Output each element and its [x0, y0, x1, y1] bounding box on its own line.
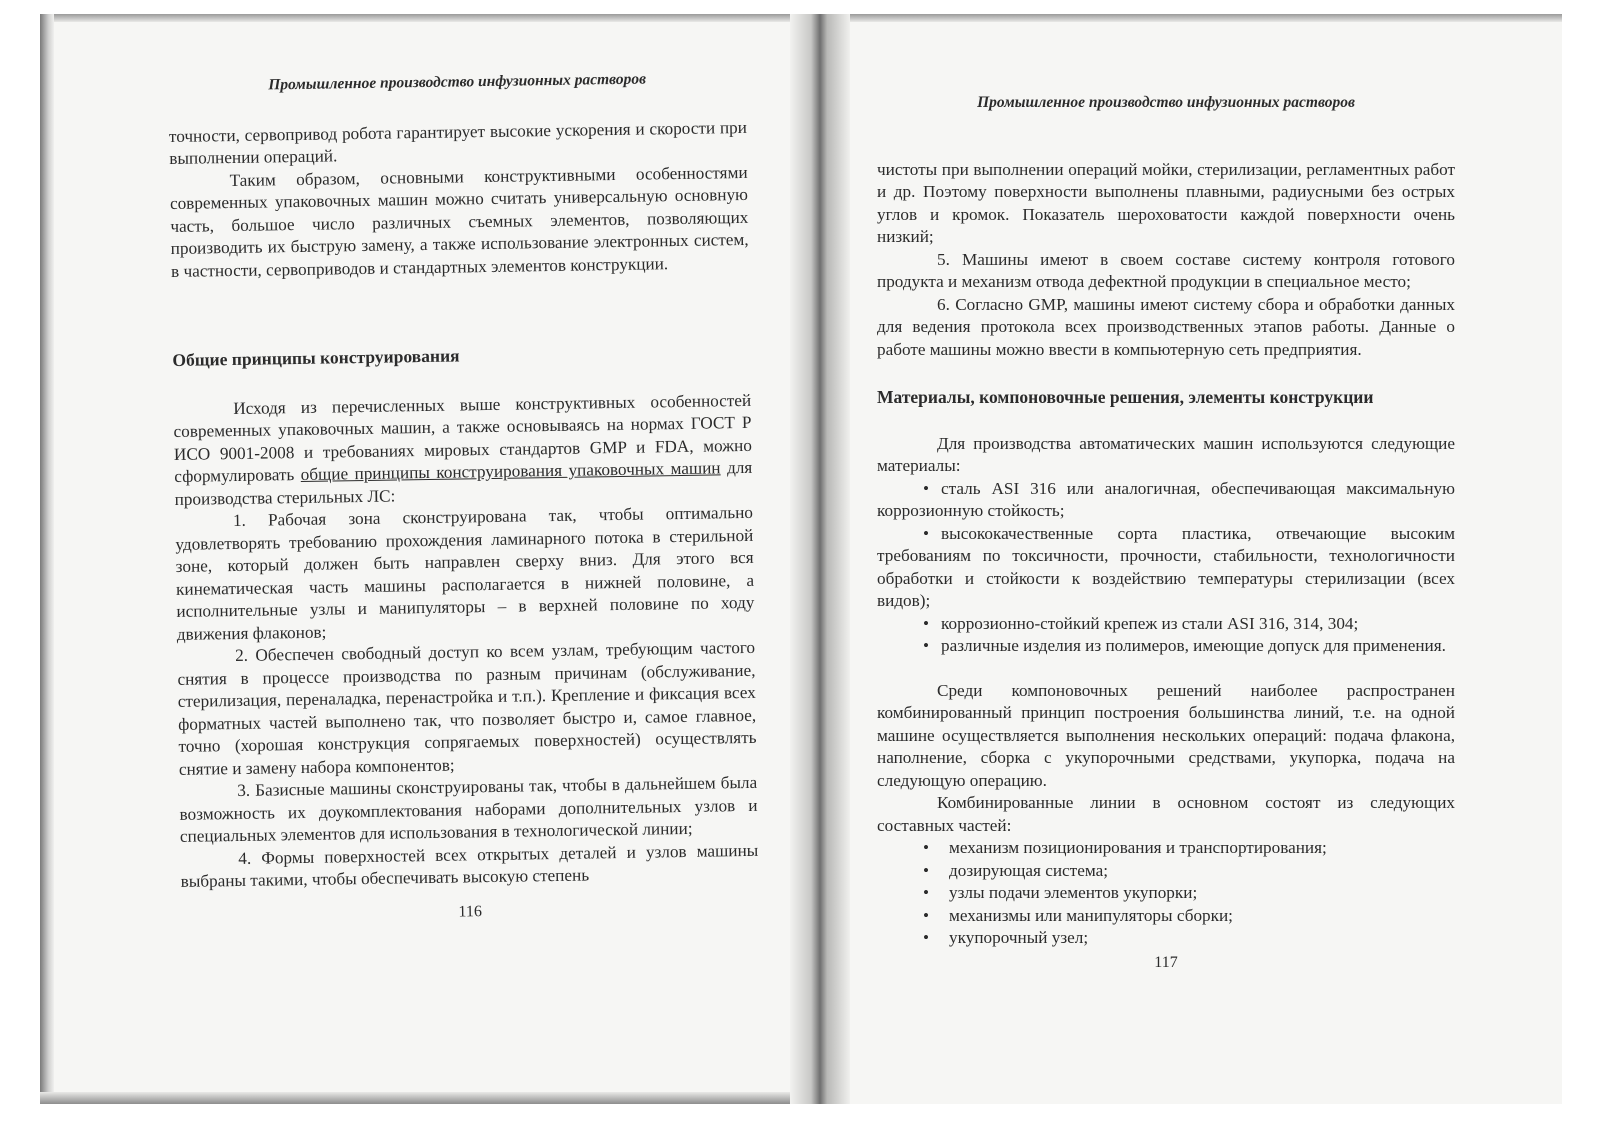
bullet-icon: • — [923, 928, 930, 947]
bullet-icon: • — [923, 860, 930, 880]
part-item — [877, 882, 1455, 905]
bullet-icon: • — [923, 883, 930, 902]
part-item — [877, 837, 1455, 860]
material-item — [877, 478, 1455, 523]
intro-text-end: для производства стерильных ЛС: — [174, 457, 753, 509]
part-text: дозирующая система; — [949, 860, 1108, 880]
running-head: Промышленное производство инфузионных растворов — [268, 70, 647, 94]
bullet-icon: • — [923, 905, 930, 925]
part-text: механизм позиционирования и транспортирования; — [949, 838, 1327, 857]
material-text: коррозионно-стойкий крепеж из стали ASI 316, 314, 304; — [941, 613, 1359, 633]
part-item — [877, 905, 1455, 928]
right-page — [877, 92, 1455, 974]
paragraph: Таким образом, основными конструктивными особенностями современных упаковочных машин можно считать универсальную основную часть, большое число различных съемных элементов, позволяющих производить их быструю замену, а также использование электронных систем, в частности, сервоприводов и стандартных элементов конструкции. — [169, 162, 749, 281]
numbered-item-2: 2. Обеспечен свободный доступ ко всем узлам, требующим частого снятия в процессе производства по разным причинам (обслуживание, стерилизация, переналадка, перенастройка и т.п.). Крепление и фиксация всех форматных частей выполнено так, что позволяет быстро и, самое главное, точно (хорошая конструкция сопрягаемых поверхностей) осуществлять снятие и замену набора компонентов; — [177, 637, 757, 779]
material-item — [877, 635, 1455, 658]
intro-paragraph — [173, 389, 753, 511]
book-gutter — [790, 14, 850, 1104]
paragraph: Комбинированные линии в основном состоят из следующих составных частей: — [877, 793, 1455, 835]
paragraph: чистоты при выполнении операций мойки, стерилизации, регламентных работ и др. Поэтому поверхности выполнены плавными, радиусными без острых углов и кромок. Показатель шероховатости каждой поверхности очень низкий; — [877, 159, 1455, 246]
bullet-icon: • — [923, 636, 930, 655]
page-number: 116 — [458, 902, 482, 921]
numbered-item-1: 1. Рабочая зона сконструирована так, чтобы оптимально удовлетворять требованию прохождения ламинарного потока в стерильной зоне, который должен быть направлен сверху вниз. Для этого вся кинематическая часть машины располагается в нижней половине, а исполнительные узлы и манипуляторы – в верхней половине по ходу движения флаконов; — [175, 502, 755, 644]
paragraph: Среди компоновочных решений наиболее распространен комбинированный принцип построения большинства линий, т.е. на одной машине осуществляется выполнения нескольких операций: подача флакона, наполнение, сборка с укупорочными средствами, укупорка, подача на следующую операцию. — [877, 680, 1455, 790]
part-text: механизмы или манипуляторы сборки; — [949, 905, 1233, 925]
underlined-term: общие принципы конструирования упаковочных машин — [300, 458, 721, 484]
bullet-icon: • — [923, 478, 930, 498]
material-text: высококачественные сорта пластика, отвечающие высоким требованиям по токсичности, прочности, стабильности, технологичности обработки и стойкости к воздействию температуры стерилизации (всех видов); — [877, 523, 1455, 610]
page-edge-shadow-left — [40, 14, 54, 1104]
page-number: 117 — [1154, 953, 1178, 971]
page-edge-shadow-bottom — [40, 1092, 840, 1104]
part-text: узлы подачи элементов укупорки; — [949, 883, 1198, 902]
bullet-icon: • — [923, 613, 930, 633]
material-item — [877, 523, 1455, 613]
intro-text: Исходя из перечисленных выше конструктивных особенностей современных упаковочных машин, а также основываясь на нормах ГОСТ Р ИСО 9001-2008 и требованиях мировых стандартов GMP и FDA, можно сформулировать — [173, 390, 753, 486]
material-text: различные изделия из полимеров, имеющие допуск для применения. — [941, 636, 1446, 655]
section-heading: Материалы, компоновочные решения, элементы конструкции — [877, 387, 1374, 407]
bullet-icon: • — [923, 523, 930, 543]
numbered-item-3: 3. Базисные машины сконструированы так, чтобы в дальнейшем была возможность их доукомплектования наборами дополнительных узлов и специальных элементов для использования в технологической линии; — [179, 772, 758, 846]
left-page — [168, 67, 759, 928]
numbered-item-4: 4. Формы поверхностей всех открытых деталей и узлов машины выбраны такими, чтобы обеспечивать высокую степень — [180, 840, 759, 891]
materials-intro: Для производства автоматических машин используются следующие материалы: — [877, 433, 1455, 475]
part-text: укупорочный узел; — [949, 928, 1089, 947]
numbered-item-5: 5. Машины имеют в своем составе систему контроля готового продукта и механизм отвода дефектной продукции в специальное место; — [877, 249, 1455, 291]
part-item — [877, 860, 1455, 883]
paragraph: точности, сервопривод робота гарантирует высокие ускорения и скорости при выполнении операций. — [168, 117, 748, 168]
bullet-icon: • — [923, 838, 930, 857]
material-text: сталь ASI 316 или аналогичная, обеспечивающая максимальную коррозионную стойкость; — [877, 478, 1455, 520]
numbered-item-6: 6. Согласно GMP, машины имеют систему сбора и обработки данных для ведения протокола всех производственных этапов работы. Данные о работе машины можно ввести в компьютерную сеть предприятия. — [877, 294, 1455, 359]
section-heading: Общие принципы конструирования — [172, 345, 460, 370]
material-item — [877, 613, 1455, 636]
running-head: Промышленное производство инфузионных растворов — [977, 94, 1355, 111]
part-item — [877, 927, 1455, 950]
